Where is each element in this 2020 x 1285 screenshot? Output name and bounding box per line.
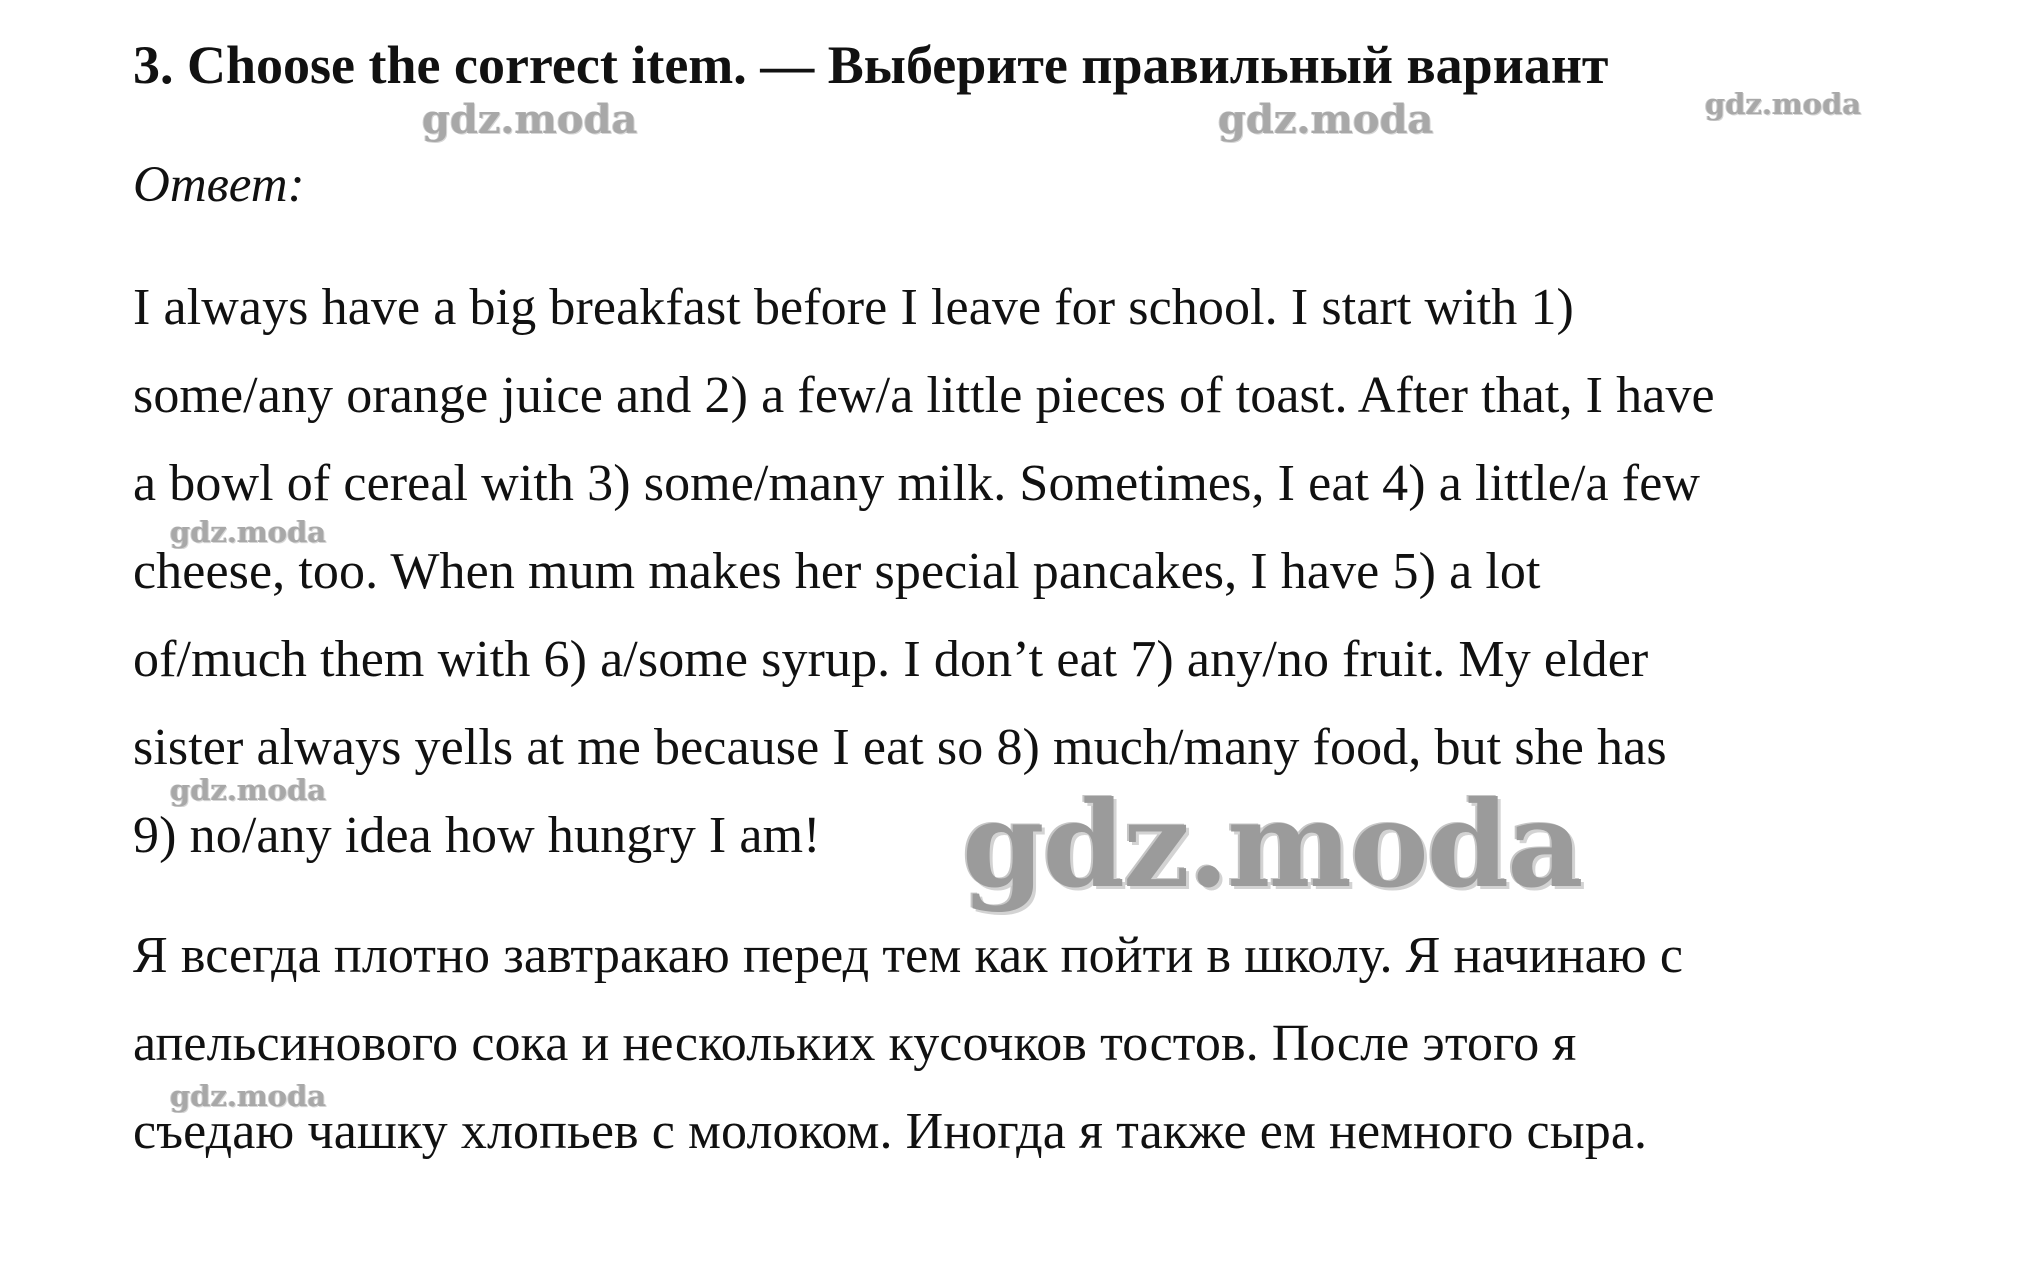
russian-line: Я всегда плотно завтракаю перед тем как пойти в школу. Я начинаю с	[133, 927, 1684, 984]
english-line: sister always yells at me because I eat so 8) much/many food, but she has	[133, 719, 1667, 776]
watermark-large: gdz.moda	[962, 775, 1582, 914]
russian-line: съедаю чашку хлопьев с молоком. Иногда я также ем немного сыра.	[133, 1103, 1648, 1160]
watermark: gdz.moda	[422, 96, 638, 143]
watermark: gdz.moda	[170, 1079, 327, 1113]
answer-label: Ответ:	[133, 157, 305, 213]
watermark: gdz.moda	[170, 515, 327, 549]
english-line: 9) no/any idea how hungry I am!	[133, 807, 821, 864]
english-line: a bowl of cereal with 3) some/many milk. Sometimes, I eat 4) a little/a few	[133, 455, 1701, 512]
english-line: some/any orange juice and 2) a few/a little pieces of toast. After that, I have	[133, 367, 1715, 424]
russian-line: апельсинового сока и нескольких кусочков тостов. После этого я	[133, 1015, 1577, 1072]
watermark: gdz.moda	[170, 773, 327, 807]
english-line: I always have a big breakfast before I leave for school. I start with 1)	[133, 279, 1574, 336]
watermark: gdz.moda	[1705, 87, 1862, 121]
watermark: gdz.moda	[1218, 96, 1434, 143]
english-line: cheese, too. When mum makes her special pancakes, I have 5) a lot	[133, 543, 1541, 600]
exercise-title: 3. Choose the correct item. — Выберите правильный вариант	[133, 35, 1609, 95]
english-line: of/much them with 6) a/some syrup. I don’t eat 7) any/no fruit. My elder	[133, 631, 1649, 688]
